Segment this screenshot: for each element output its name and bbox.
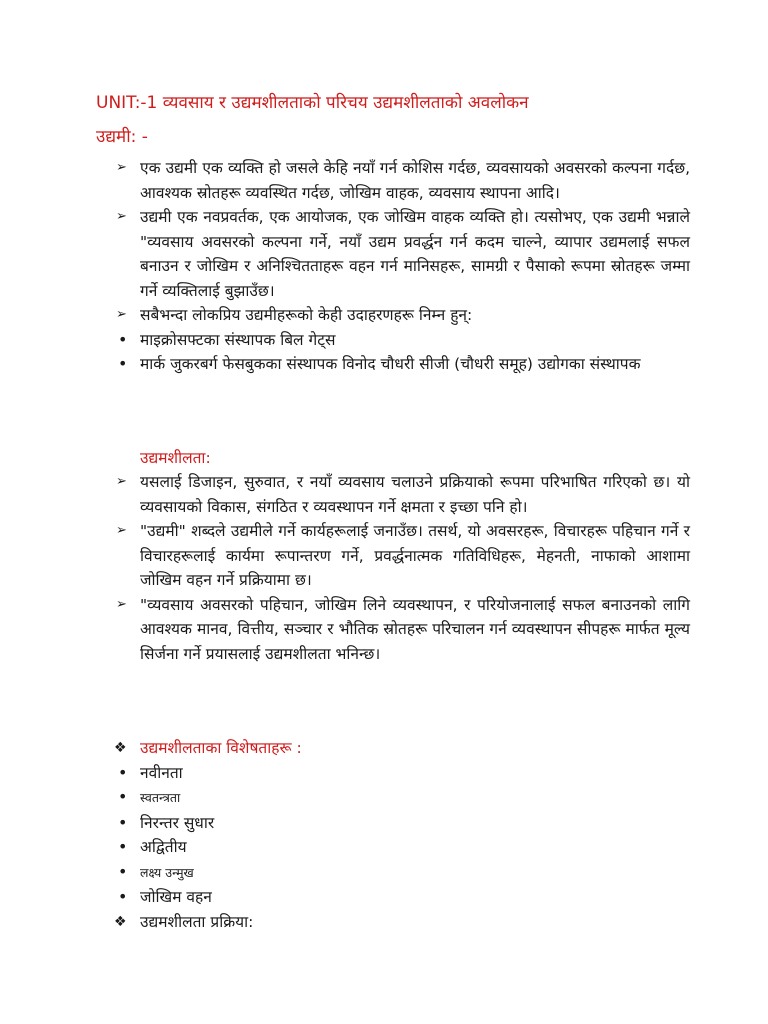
list-item: ➢ यसलाई डिजाइन, सुरुवात, र नयाँ व्यवसाय चलाउने प्रक्रियाको रूपमा परिभाषित गरिएको छ। यो व्यवसायको विकास, संगठित र व्यवस्थापन गर्ने क्षमता र इच्छा पनि हो। xyxy=(110,470,690,519)
arrow-bullet-icon: ➢ xyxy=(116,523,127,538)
diamond-bullet-icon: ❖ xyxy=(114,913,127,930)
entrepreneurship-list xyxy=(110,470,690,666)
diamond-bullet-icon: ❖ xyxy=(114,740,127,756)
list-item: • निरन्तर सुधार xyxy=(110,811,690,836)
arrow-bullet-icon: ➢ xyxy=(116,160,127,175)
list-item: • लक्ष्य उन्मुख xyxy=(110,860,690,886)
list-item: ➢ सबैभन्दा लोकप्रिय उद्यमीहरूको केही उदाहरणहरू निम्न हुन्: xyxy=(110,303,690,328)
entrepreneur-list xyxy=(110,156,690,377)
characteristics-heading: ❖ उद्यमशीलताका विशेषताहरू : xyxy=(110,736,690,761)
process-heading: ❖ उद्यमशीलता प्रक्रिया: xyxy=(110,910,690,935)
unit-title: UNIT:-1 व्यवसाय र उद्यमशीलताको परिचय उद्यमशीलताको अवलोकन xyxy=(96,93,529,113)
bullet-icon: • xyxy=(118,812,128,832)
list-item: ➢ उद्यमी एक नवप्रवर्तक, एक आयोजक, एक जोखिम वाहक व्यक्ति हो। त्यसोभए, एक उद्यमी भन्नाले "व्यवसाय अवसरको कल्पना गर्ने, नयाँ उद्यम प्रवर्द्धन गर्न कदम चाल्ने, व्यापार उद्यमलाई सफल बनाउन र जोखिम र अनिश्चितताहरू वहन गर्न मानिसहरू, सामग्री र पैसाको रूपमा स्रोतहरू जम्मा गर्ने व्यक्तिलाई बुझाउँछ। xyxy=(110,205,690,303)
bullet-icon: • xyxy=(118,887,128,906)
bullet-icon: • xyxy=(118,329,128,349)
entrepreneurship-heading: उद्यमशीलता: xyxy=(140,449,211,467)
bullet-icon: • xyxy=(118,861,128,881)
list-item: • जोखिम वहन xyxy=(110,885,690,910)
characteristics-list xyxy=(110,736,690,934)
bullet-icon: • xyxy=(118,354,128,373)
list-item: • माइक्रोसफ्टका संस्थापक बिल गेट्स xyxy=(110,328,690,353)
arrow-bullet-icon: ➢ xyxy=(116,209,127,224)
bullet-icon: • xyxy=(118,762,128,782)
list-item: ➢ एक उद्यमी एक व्यक्ति हो जसले केहि नयाँ गर्न कोशिस गर्दछ, व्यवसायको अवसरको कल्पना गर्दछ, आवश्यक स्रोतहरू व्यवस्थित गर्दछ, जोखिम वाहक, व्यवसाय स्थापना आदि। xyxy=(110,156,690,205)
bullet-icon: • xyxy=(118,837,128,856)
list-item: • अद्वितीय xyxy=(110,835,690,860)
arrow-bullet-icon: ➢ xyxy=(116,307,127,322)
bullet-icon: • xyxy=(118,787,128,806)
entrepreneur-heading: उद्यमी: - xyxy=(96,127,148,147)
list-item: • नवीनता xyxy=(110,761,690,786)
arrow-bullet-icon: ➢ xyxy=(116,474,127,489)
arrow-bullet-icon: ➢ xyxy=(116,596,127,612)
list-item: • मार्क जुकरबर्ग फेसबुकका संस्थापक विनोद चौधरी सीजी (चौधरी समूह) उद्योगका संस्थापक xyxy=(110,352,690,377)
list-item: ➢ "उद्यमी" शब्दले उद्यमीले गर्ने कार्यहरूलाई जनाउँछ। तसर्थ, यो अवसरहरू, विचारहरू पहिचान गर्ने र विचारहरूलाई कार्यमा रूपान्तरण गर्ने, प्रवर्द्धनात्मक गतिविधिहरू, मेहनती, नाफाको आशामा जोखिम वहन गर्ने प्रक्रियामा छ। xyxy=(110,519,690,593)
list-item: • स्वतन्त्रता xyxy=(110,785,690,811)
list-item: ➢ "व्यवसाय अवसरको पहिचान, जोखिम लिने व्यवस्थापन, र परियोजनालाई सफल बनाउनको लागि आवश्यक मानव, वित्तीय, सञ्चार र भौतिक स्रोतहरू परिचालन गर्न व्यवस्थापन सीपहरू मार्फत मूल्य सिर्जना गर्ने प्रयासलाई उद्यमशीलता भनिन्छ। xyxy=(110,593,690,667)
